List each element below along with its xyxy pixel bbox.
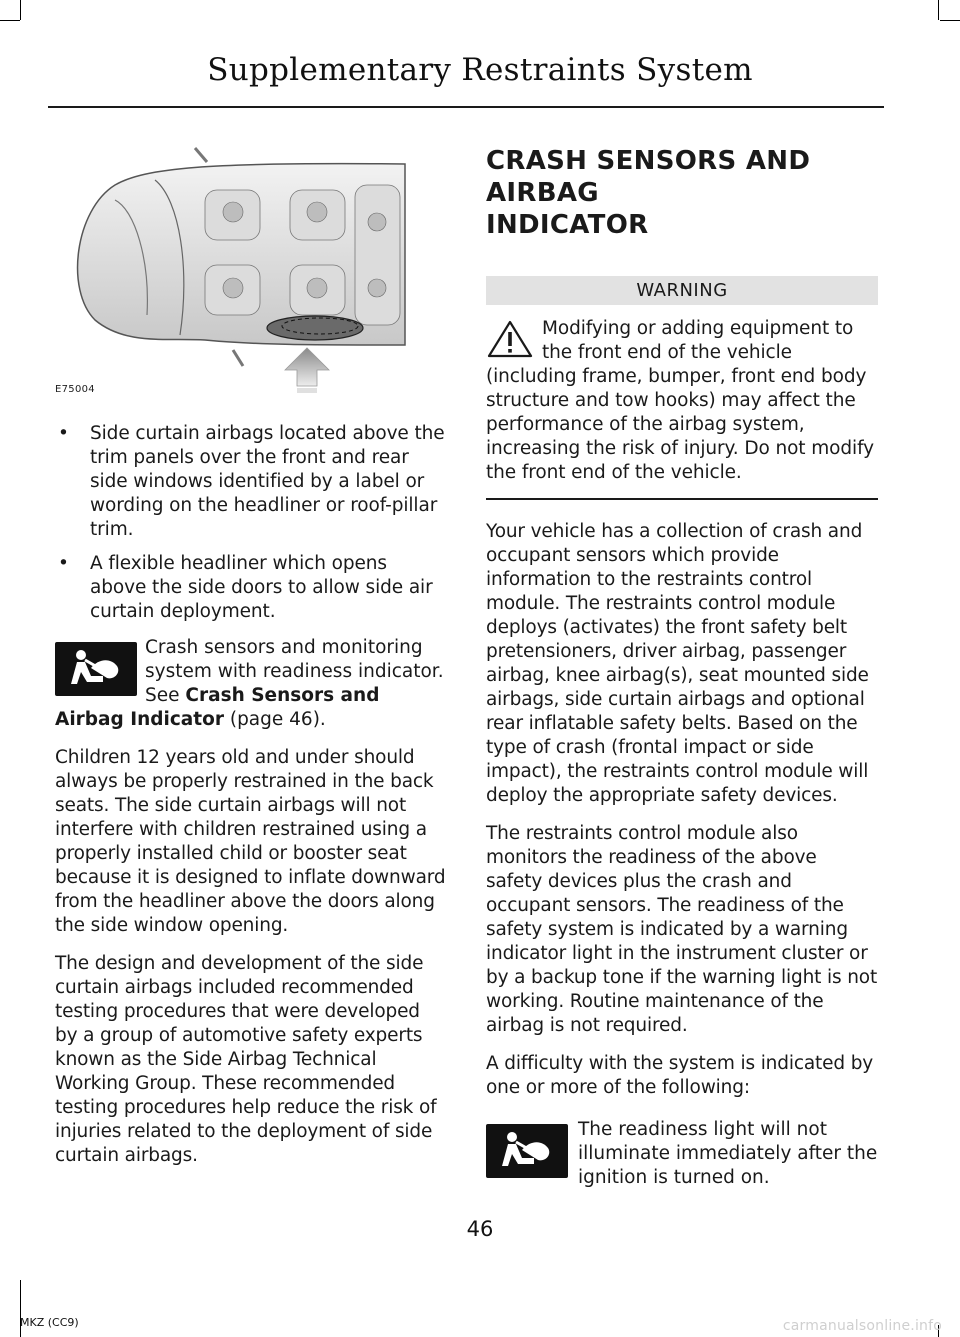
list-item-text: Side curtain airbags located above the trim panels over the front and rear side windows identified by a label or wording on the headliner or roof-pillar trim.	[90, 423, 445, 540]
airbag-warning-icon	[55, 642, 137, 696]
page-title: Supplementary Restraints System	[207, 52, 753, 88]
airbag-readiness-icon	[486, 1124, 568, 1178]
crop-mark	[938, 0, 939, 20]
section-title-line-1: CRASH SENSORS AND AIRBAG	[486, 146, 811, 208]
vehicle-airbag-figure	[55, 140, 447, 402]
bullet-glyph: •	[58, 553, 69, 574]
warning-box	[486, 317, 878, 500]
left-column	[55, 140, 447, 1168]
header-divider	[48, 106, 884, 108]
figure-code: E75004	[55, 384, 95, 395]
bullet-glyph: •	[58, 423, 69, 444]
list-item	[55, 552, 447, 624]
crop-mark	[20, 0, 21, 20]
warning-triangle-icon	[486, 319, 534, 359]
section-title	[486, 145, 878, 241]
crash-sensors-link[interactable]: Crash Sensors and Airbag Indicator	[55, 685, 380, 730]
indicator-note-page: (page 46).	[223, 709, 326, 730]
sensors-paragraph: Your vehicle has a collection of crash and occupant sensors which provide information to the restraints control module. The restraints control module deploys (activates) the front safety belt pretensioners, driver airbag, passenger airbag, knee airbag(s), seat mounted side airbags, side curtain airbags and optional rear inflatable safety belts. Based on the type of crash (frontal impact or side impact), the restraints control module will deploy the appropriate safety devices.	[486, 521, 869, 806]
crop-mark	[940, 20, 960, 21]
list-item-text: A flexible headliner which opens above the side doors to allow side air curtain deployment.	[90, 553, 433, 622]
children-paragraph: Children 12 years old and under should always be properly restrained in the back seats. The side curtain airbags will not interfere with children restrained using a properly installed child or booster seat because it is designed to inflate downward from the headliner above the doors along the side window opening.	[55, 747, 446, 936]
vehicle-top-view-illustration	[55, 140, 447, 402]
watermark: carmanualsonline.info	[782, 1318, 942, 1334]
crop-mark	[0, 20, 20, 21]
list-item	[55, 422, 447, 542]
design-paragraph: The design and development of the side curtain airbags included recommended testing procedures that were developed by a group of automotive safety experts known as the Side Airbag Technical Working Group. These recommended testing procedures help reduce the risk of injuries related to the deployment of side curtain airbags.	[55, 953, 437, 1166]
airbag-feature-list	[55, 422, 447, 624]
model-code: MKZ (CC9)	[20, 1316, 79, 1329]
difficulty-paragraph: A difficulty with the system is indicated by one or more of the following:	[486, 1053, 874, 1098]
page-number: 46	[466, 1217, 494, 1241]
indicator-note	[55, 636, 447, 732]
right-column	[486, 145, 878, 1192]
warning-label: WARNING	[486, 276, 878, 305]
section-title-line-2: INDICATOR	[486, 210, 649, 240]
readiness-note	[486, 1118, 878, 1192]
readiness-note-text: The readiness light will not illuminate immediately after the ignition is turned on.	[578, 1119, 878, 1188]
warning-text: Modifying or adding equipment to the front end of the vehicle (including frame, bumper, front end body structure and tow hooks) may affect the performance of the airbag system, increasing the risk of injury. Do not modify the front end of the vehicle.	[486, 318, 875, 483]
monitoring-paragraph: The restraints control module also monitors the readiness of the above safety devices plus the crash and occupant sensors. The readiness of the safety system is indicated by a warning indicator light in the instrument cluster or by a backup tone if the warning light is not working. Routine maintenance of the airbag is not required.	[486, 823, 878, 1036]
indicator-note-text: Crash sensors and monitoring system with readiness indicator. See	[145, 637, 444, 706]
